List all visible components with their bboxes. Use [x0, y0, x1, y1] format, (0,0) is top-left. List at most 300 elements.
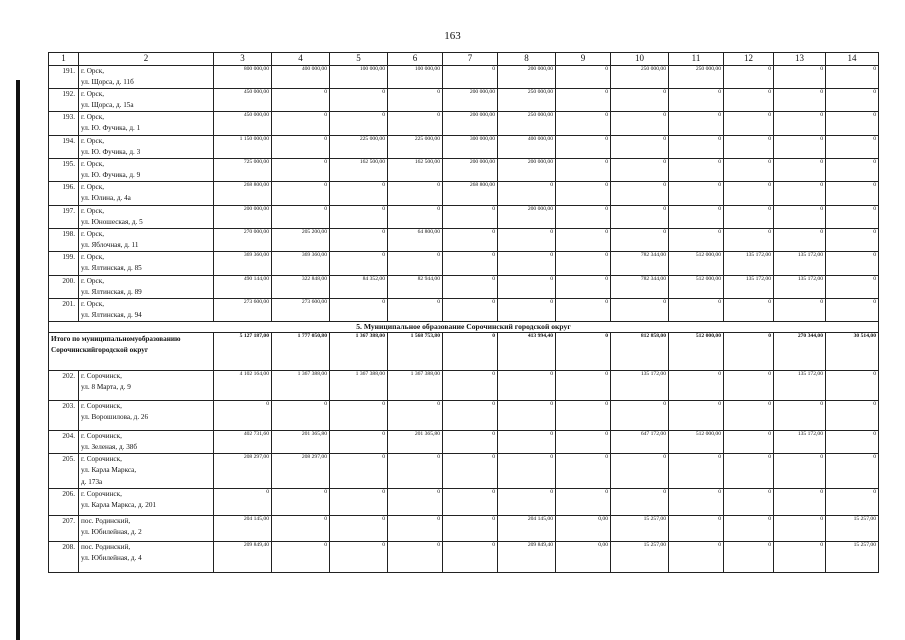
value-col-8: 200 000,00	[498, 158, 556, 181]
value-col-11: 0	[669, 228, 724, 251]
value-col-13: 0	[774, 488, 826, 515]
value-col-12: 0	[724, 65, 774, 88]
value-col-3: 490 144,00	[214, 275, 272, 298]
row-number: 202.	[49, 370, 79, 400]
value-col-14: 15 257,00	[826, 515, 879, 541]
value-col-11: 0	[669, 112, 724, 135]
value-col-7: 0	[443, 541, 498, 572]
value-col-4: 0	[272, 488, 330, 515]
value-col-5: 0	[330, 515, 388, 541]
table-row	[49, 228, 879, 251]
address-line: ул. Карла Маркса, д. 201	[81, 500, 157, 509]
total-col-4: 1 777 050,80	[272, 332, 330, 370]
table-row	[49, 205, 879, 228]
total-col-14: 30 514,00	[826, 332, 879, 370]
value-col-13: 0	[774, 228, 826, 251]
value-col-7: 200 000,00	[443, 158, 498, 181]
table-row	[49, 252, 879, 275]
value-col-4: 369 360,00	[272, 252, 330, 275]
value-col-3: 725 000,00	[214, 158, 272, 181]
value-col-11: 512 000,00	[669, 430, 724, 453]
value-col-3: 270 000,00	[214, 228, 272, 251]
value-col-8: 204 145,00	[498, 515, 556, 541]
value-col-4: 0	[272, 182, 330, 205]
address-line: ул. 8 Марта, д. 9	[81, 383, 131, 392]
value-col-7: 0	[443, 298, 498, 321]
value-col-7: 0	[443, 488, 498, 515]
value-col-9: 0	[556, 89, 611, 112]
column-header: 10	[611, 53, 669, 66]
address-line: ул. Ю. Фучика, д. 9	[81, 171, 141, 180]
value-col-8: 0	[498, 400, 556, 430]
address-cell	[79, 158, 214, 181]
value-col-6: 0	[388, 454, 443, 488]
row-number: 196.	[49, 182, 79, 205]
address-cell	[79, 89, 214, 112]
value-col-6: 162 500,00	[388, 158, 443, 181]
table-row	[49, 370, 879, 400]
scan-edge-bar	[16, 80, 20, 640]
address-line: ул. Юбилейная, д. 2	[81, 527, 142, 536]
value-col-11: 0	[669, 488, 724, 515]
row-number: 203.	[49, 400, 79, 430]
address-line: ул. Зеленая, д. 38б	[81, 443, 138, 452]
value-col-9: 0	[556, 400, 611, 430]
value-col-8: 250 000,00	[498, 112, 556, 135]
column-header: 3	[214, 53, 272, 66]
value-col-5: 0	[330, 252, 388, 275]
value-col-14: 0	[826, 298, 879, 321]
address-cell	[79, 370, 214, 400]
column-header: 2	[79, 53, 214, 66]
table-row	[49, 515, 879, 541]
value-col-4: 0	[272, 515, 330, 541]
table-row	[49, 89, 879, 112]
value-col-6: 0	[388, 400, 443, 430]
address-line: ул. Карла Маркса,	[81, 466, 137, 475]
value-col-5: 162 500,00	[330, 158, 388, 181]
total-col-10: 812 858,00	[611, 332, 669, 370]
value-col-12: 135 172,00	[724, 252, 774, 275]
value-col-3: 800 000,00	[214, 65, 272, 88]
value-col-12: 0	[724, 454, 774, 488]
row-number: 197.	[49, 205, 79, 228]
value-col-3: 204 145,00	[214, 515, 272, 541]
value-col-9: 0	[556, 112, 611, 135]
value-col-5: 0	[330, 488, 388, 515]
address-line: образованию Сорочинский	[51, 334, 181, 354]
address-line: городской округ	[95, 345, 149, 354]
value-col-14: 0	[826, 454, 879, 488]
value-col-4: 400 000,00	[272, 65, 330, 88]
value-col-12: 0	[724, 182, 774, 205]
address-line: г. Сорочинск,	[81, 455, 122, 464]
value-col-13: 0	[774, 515, 826, 541]
value-col-9: 0	[556, 252, 611, 275]
column-header: 7	[443, 53, 498, 66]
value-col-4: 322 848,00	[272, 275, 330, 298]
value-col-11: 0	[669, 298, 724, 321]
row-number: 195.	[49, 158, 79, 181]
address-cell	[79, 488, 214, 515]
address-line: г. Орск,	[81, 66, 104, 75]
row-number: 207.	[49, 515, 79, 541]
table-row	[49, 400, 879, 430]
address-cell	[79, 515, 214, 541]
value-col-12: 0	[724, 298, 774, 321]
value-col-5: 0	[330, 298, 388, 321]
value-col-7: 0	[443, 430, 498, 453]
address-cell	[79, 430, 214, 453]
value-col-13: 0	[774, 89, 826, 112]
value-col-13: 0	[774, 400, 826, 430]
value-col-6: 0	[388, 515, 443, 541]
value-col-9: 0	[556, 205, 611, 228]
data-table	[48, 52, 879, 573]
value-col-12: 0	[724, 112, 774, 135]
value-col-14: 0	[826, 65, 879, 88]
column-header: 11	[669, 53, 724, 66]
value-col-12: 0	[724, 541, 774, 572]
address-line: пос. Родинский,	[81, 516, 131, 525]
address-line: ул. Юбилейная, д. 4	[81, 553, 142, 562]
address-line: г. Сорочинск,	[81, 431, 122, 440]
value-col-9: 0	[556, 454, 611, 488]
section-row	[49, 322, 879, 333]
table-row	[49, 135, 879, 158]
value-col-8: 0	[498, 430, 556, 453]
address-line: г. Орск,	[81, 206, 104, 215]
address-cell	[79, 541, 214, 572]
address-cell	[79, 205, 214, 228]
value-col-6: 0	[388, 541, 443, 572]
total-col-11: 512 000,00	[669, 332, 724, 370]
value-col-14: 0	[826, 182, 879, 205]
value-col-3: 200 000,00	[214, 205, 272, 228]
address-line: ул. Ворошилова, д. 26	[81, 413, 149, 422]
value-col-13: 0	[774, 182, 826, 205]
value-col-13: 0	[774, 298, 826, 321]
column-header: 12	[724, 53, 774, 66]
value-col-3: 402 731,60	[214, 430, 272, 453]
address-cell	[79, 65, 214, 88]
address-line: г. Орск,	[81, 136, 104, 145]
row-number: 198.	[49, 228, 79, 251]
total-col-12: 0	[724, 332, 774, 370]
table-row	[49, 488, 879, 515]
value-col-14: 0	[826, 430, 879, 453]
value-col-7: 0	[443, 205, 498, 228]
value-col-6: 0	[388, 89, 443, 112]
value-col-11: 0	[669, 515, 724, 541]
address-line: г. Орск,	[81, 253, 104, 262]
value-col-8: 400 000,00	[498, 135, 556, 158]
column-header: 4	[272, 53, 330, 66]
value-col-7: 0	[443, 515, 498, 541]
value-col-3: 0	[214, 400, 272, 430]
value-col-11: 512 000,00	[669, 275, 724, 298]
value-col-4: 208 297,00	[272, 454, 330, 488]
value-col-10: 782 344,00	[611, 275, 669, 298]
value-col-9: 0,00	[556, 515, 611, 541]
total-col-5: 1 367 388,00	[330, 332, 388, 370]
value-col-10: 0	[611, 205, 669, 228]
value-col-9: 0	[556, 65, 611, 88]
row-number: 193.	[49, 112, 79, 135]
value-col-14: 0	[826, 370, 879, 400]
value-col-14: 0	[826, 205, 879, 228]
column-header: 9	[556, 53, 611, 66]
address-line: г. Сорочинск,	[81, 489, 122, 498]
value-col-3: 4 102 164,00	[214, 370, 272, 400]
value-col-6: 0	[388, 298, 443, 321]
value-col-9: 0,00	[556, 541, 611, 572]
value-col-11: 0	[669, 541, 724, 572]
address-cell	[79, 275, 214, 298]
column-header: 13	[774, 53, 826, 66]
value-col-6: 0	[388, 488, 443, 515]
value-col-5: 0	[330, 205, 388, 228]
table-row	[49, 112, 879, 135]
value-col-6: 0	[388, 112, 443, 135]
address-line: г. Орск,	[81, 113, 104, 122]
column-header: 1	[49, 53, 79, 66]
value-col-12: 0	[724, 158, 774, 181]
column-header: 6	[388, 53, 443, 66]
column-header: 8	[498, 53, 556, 66]
address-line: ул. Ю. Фучика, д. 3	[81, 147, 141, 156]
row-number: 192.	[49, 89, 79, 112]
value-col-7: 0	[443, 400, 498, 430]
table-body	[49, 53, 879, 573]
value-col-7: 200 000,00	[443, 89, 498, 112]
value-col-8: 0	[498, 252, 556, 275]
value-col-14: 0	[826, 158, 879, 181]
table-row	[49, 65, 879, 88]
value-col-12: 0	[724, 515, 774, 541]
value-col-10: 0	[611, 228, 669, 251]
value-col-8: 250 000,00	[498, 89, 556, 112]
value-col-7: 0	[443, 228, 498, 251]
address-line: ул. Юлина, д. 4а	[81, 194, 131, 203]
address-cell	[79, 400, 214, 430]
value-col-9: 0	[556, 158, 611, 181]
value-col-5: 0	[330, 400, 388, 430]
table-row	[49, 182, 879, 205]
total-col-13: 270 344,00	[774, 332, 826, 370]
value-col-5: 0	[330, 182, 388, 205]
value-col-5: 0	[330, 541, 388, 572]
address-cell	[79, 252, 214, 275]
total-col-3: 5 127 187,00	[214, 332, 272, 370]
address-line: Итого по муниципальному	[51, 334, 139, 343]
address-line: ул. Ялтинская, д. 94	[81, 310, 142, 319]
value-col-7: 300 000,00	[443, 135, 498, 158]
value-col-10: 0	[611, 112, 669, 135]
row-number: 205.	[49, 454, 79, 488]
value-col-5: 0	[330, 228, 388, 251]
value-col-10: 0	[611, 454, 669, 488]
value-col-12: 0	[724, 430, 774, 453]
value-col-12: 0	[724, 135, 774, 158]
value-col-8: 200 000,00	[498, 65, 556, 88]
value-col-4: 1 367 388,00	[272, 370, 330, 400]
value-col-8: 0	[498, 275, 556, 298]
address-cell	[79, 112, 214, 135]
row-number: 206.	[49, 488, 79, 515]
value-col-14: 0	[826, 400, 879, 430]
address-line: г. Орск,	[81, 276, 104, 285]
value-col-10: 0	[611, 89, 669, 112]
value-col-10: 0	[611, 135, 669, 158]
address-cell	[79, 298, 214, 321]
table-row	[49, 158, 879, 181]
value-col-5: 0	[330, 89, 388, 112]
value-col-12: 0	[724, 488, 774, 515]
value-col-6: 0	[388, 205, 443, 228]
value-col-4: 0	[272, 89, 330, 112]
value-col-3: 209 849,40	[214, 541, 272, 572]
value-col-10: 0	[611, 182, 669, 205]
value-col-11: 0	[669, 158, 724, 181]
value-col-11: 0	[669, 205, 724, 228]
address-line: ул. Ялтинская, д. 89	[81, 287, 142, 296]
address-line: г. Орск,	[81, 159, 104, 168]
value-col-6: 100 000,00	[388, 65, 443, 88]
column-header: 5	[330, 53, 388, 66]
value-col-4: 0	[272, 400, 330, 430]
value-col-14: 0	[826, 135, 879, 158]
value-col-13: 135 172,00	[774, 275, 826, 298]
value-col-5: 84 352,00	[330, 275, 388, 298]
value-col-7: 268 800,00	[443, 182, 498, 205]
value-col-13: 0	[774, 541, 826, 572]
row-number: 194.	[49, 135, 79, 158]
value-col-12: 0	[724, 89, 774, 112]
value-col-4: 0	[272, 135, 330, 158]
address-line: ул. Щорса, д. 11б	[81, 77, 134, 86]
value-col-6: 201 365,80	[388, 430, 443, 453]
total-label	[49, 332, 214, 370]
value-col-3: 450 000,00	[214, 112, 272, 135]
value-col-14: 0	[826, 488, 879, 515]
value-col-6: 1 367 388,00	[388, 370, 443, 400]
value-col-5: 225 000,00	[330, 135, 388, 158]
value-col-3: 450 000,00	[214, 89, 272, 112]
value-col-13: 0	[774, 65, 826, 88]
value-col-5: 0	[330, 430, 388, 453]
address-line: г. Орск,	[81, 229, 104, 238]
value-col-10: 0	[611, 488, 669, 515]
value-col-8: 0	[498, 488, 556, 515]
value-col-11: 0	[669, 135, 724, 158]
value-col-4: 0	[272, 112, 330, 135]
value-col-5: 100 000,00	[330, 65, 388, 88]
value-col-3: 1 150 000,00	[214, 135, 272, 158]
total-col-7: 0	[443, 332, 498, 370]
row-number: 204.	[49, 430, 79, 453]
value-col-8: 209 849,40	[498, 541, 556, 572]
value-col-10: 250 000,00	[611, 65, 669, 88]
address-line: г. Орск,	[81, 183, 104, 192]
value-col-10: 0	[611, 400, 669, 430]
value-col-9: 0	[556, 275, 611, 298]
value-col-3: 369 360,00	[214, 252, 272, 275]
value-col-14: 15 257,00	[826, 541, 879, 572]
value-col-9: 0	[556, 135, 611, 158]
table-row	[49, 430, 879, 453]
value-col-10: 0	[611, 298, 669, 321]
value-col-6: 225 000,00	[388, 135, 443, 158]
value-col-6: 82 944,00	[388, 275, 443, 298]
total-col-9: 0	[556, 332, 611, 370]
value-col-13: 0	[774, 454, 826, 488]
value-col-4: 273 600,00	[272, 298, 330, 321]
value-col-10: 782 344,00	[611, 252, 669, 275]
table-row	[49, 541, 879, 572]
value-col-13: 135 172,00	[774, 252, 826, 275]
value-col-9: 0	[556, 228, 611, 251]
value-col-7: 0	[443, 252, 498, 275]
total-row	[49, 332, 879, 370]
value-col-4: 0	[272, 158, 330, 181]
value-col-7: 0	[443, 275, 498, 298]
address-line: ул. Ялтинская, д. 85	[81, 264, 142, 273]
table-row	[49, 275, 879, 298]
value-col-13: 0	[774, 112, 826, 135]
value-col-8: 0	[498, 182, 556, 205]
value-col-3: 0	[214, 488, 272, 515]
value-col-9: 0	[556, 182, 611, 205]
value-col-11: 0	[669, 370, 724, 400]
value-col-14: 0	[826, 275, 879, 298]
value-col-11: 0	[669, 182, 724, 205]
value-col-11: 0	[669, 400, 724, 430]
value-col-9: 0	[556, 430, 611, 453]
value-col-7: 0	[443, 370, 498, 400]
value-col-13: 135 172,00	[774, 430, 826, 453]
page-number: 163	[444, 30, 461, 42]
value-col-8: 0	[498, 370, 556, 400]
row-number: 191.	[49, 65, 79, 88]
address-cell	[79, 454, 214, 488]
address-line: г. Сорочинск,	[81, 401, 122, 410]
value-col-5: 1 367 388,00	[330, 370, 388, 400]
value-col-11: 250 000,00	[669, 65, 724, 88]
value-col-4: 0	[272, 541, 330, 572]
value-col-12: 0	[724, 228, 774, 251]
value-col-8: 0	[498, 454, 556, 488]
value-col-12: 135 172,00	[724, 275, 774, 298]
value-col-8: 0	[498, 228, 556, 251]
row-number: 208.	[49, 541, 79, 572]
value-col-4: 0	[272, 205, 330, 228]
value-col-14: 0	[826, 112, 879, 135]
row-number: 200.	[49, 275, 79, 298]
table-row	[49, 298, 879, 321]
value-col-4: 201 365,80	[272, 430, 330, 453]
value-col-11: 0	[669, 454, 724, 488]
table-row	[49, 454, 879, 488]
value-col-3: 273 600,00	[214, 298, 272, 321]
value-col-6: 64 800,00	[388, 228, 443, 251]
value-col-12: 0	[724, 370, 774, 400]
value-col-6: 0	[388, 182, 443, 205]
value-col-5: 0	[330, 454, 388, 488]
value-col-13: 135 172,00	[774, 370, 826, 400]
address-line: д. 173а	[81, 477, 103, 486]
value-col-10: 135 172,00	[611, 370, 669, 400]
